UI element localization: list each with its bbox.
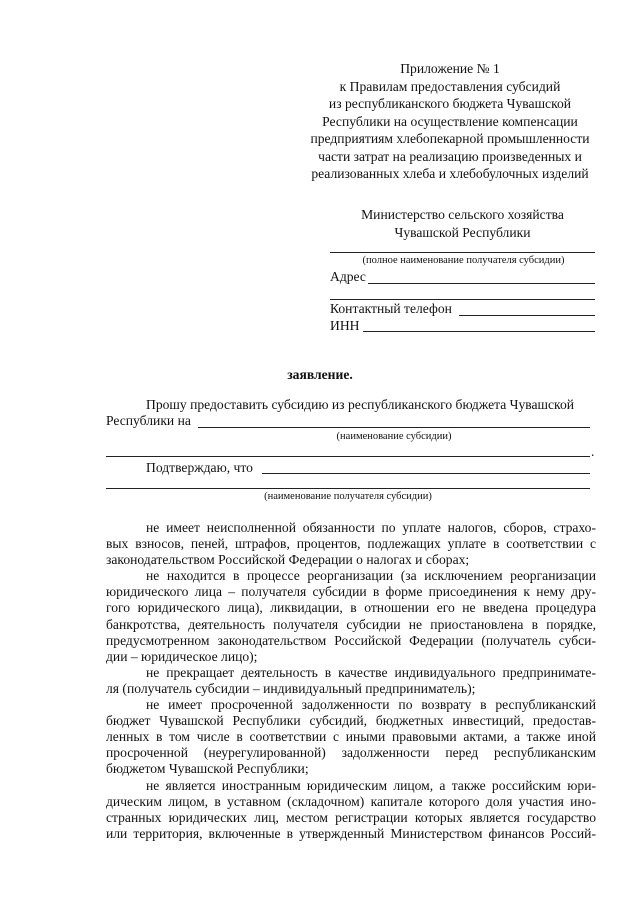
appendix-line: реализованных хлеба и хлебобулочных изделий [311, 166, 589, 181]
phone-line [459, 315, 595, 316]
appendix-line: предприятиям хлебопекарной промышленности [310, 131, 590, 146]
paragraph-line: ленных в том числе в соответствии с иными правовыми актами, а также иной [106, 729, 596, 745]
paragraph-line: ля (получатель субсидии – индивидуальный предприниматель); [106, 680, 476, 696]
paragraph-line: вых взносов, пеней, штрафов, процентов, подлежащих уплате в соответствии с [106, 536, 596, 552]
paragraph-line: юридического лица – получателя субсидии в форме присоединения к нему дру- [106, 584, 596, 600]
ministry-line: Министерство сельского хозяйства [361, 207, 564, 222]
appendix-line: части затрат на реализацию произведенных и [318, 148, 582, 164]
paragraph-line: не имеет неисполненной обязанности по уплате налогов, сборов, страхо- [146, 520, 596, 535]
paragraph-line: законодательством Российской Федерации о налогах и сборах; [106, 552, 470, 568]
subsidy-name-line-2 [106, 456, 590, 457]
paragraph-line: не находится в процессе реорганизации (за исключением реорганизации [146, 568, 596, 584]
paragraph-line: гого юридического лица), ликвидации, в отношении его не введена процедура [106, 600, 596, 616]
paragraph-line: бюджетом Чувашской Республики; [106, 761, 309, 777]
appendix-line: Республики на осуществление компенсации [322, 113, 578, 129]
appendix-header [300, 60, 600, 183]
appendix-line: Приложение № 1 [400, 61, 500, 76]
paragraph-line: бюджет Чувашской Республики субсидий, бюджетных инвестиций, предостав- [106, 713, 596, 729]
subsidy-name-caption: (наименование субсидии) [336, 431, 452, 442]
recipient-name-line [330, 252, 595, 253]
paragraph-line: просроченной (неурегулированной) задолженности перед республиканским [106, 745, 596, 761]
recipient-name-caption: (полное наименование получателя субсидии) [362, 255, 565, 266]
condition-taxes [106, 520, 596, 842]
subsidy-name-line [198, 427, 590, 428]
request-line-2-prefix: Республики на [106, 413, 191, 428]
paragraph-line: странных юридических лиц, местом регистрации которых является государство [106, 809, 596, 825]
recipient-line-2 [106, 488, 590, 489]
inn-line [363, 331, 595, 332]
appendix-line: к Правилам предоставления субсидий [339, 78, 561, 94]
confirm-label: Подтверждаю, что [146, 460, 253, 475]
phone-label: Контактный телефон [330, 301, 452, 316]
ministry-line: Чувашской Республики [394, 224, 531, 240]
paragraph-line: не является иностранным юридическим лицом, а также российским юри- [146, 777, 596, 793]
document-title: заявление. [287, 367, 353, 382]
paragraph-line: предусмотренном законодательством Российской Федерации (получатель субси- [106, 632, 596, 648]
request-line-1: Прошу предоставить субсидию из республиканского бюджета Чувашской [146, 397, 575, 412]
ministry-addressee [330, 206, 595, 241]
paragraph-line: дии – юридическое лицо); [106, 648, 258, 664]
paragraph-line: дическим лицом, в уставном (складочном) капитале которого доля участия ино- [106, 793, 596, 809]
recipient-name-caption-2: (наименование получателя субсидии) [264, 491, 432, 502]
paragraph-line: не имеет просроченной задолженности по возврату в республиканский [146, 697, 596, 713]
paragraph-line: банкротства, деятельность получателя субсидии не приостановлена в порядке, [106, 616, 596, 632]
subsidy-line-end: . [591, 444, 595, 459]
appendix-line: из республиканского бюджета Чувашской [328, 96, 572, 111]
address-label: Адрес [330, 269, 366, 284]
inn-label: ИНН [330, 318, 360, 333]
confirm-line [262, 473, 590, 474]
paragraph-line: не прекращает деятельность в качестве индивидуального предпринимате- [146, 664, 596, 680]
paragraph-line: или территория, включенные в утвержденный Министерством финансов Россий- [106, 825, 596, 841]
address-line [368, 283, 595, 284]
